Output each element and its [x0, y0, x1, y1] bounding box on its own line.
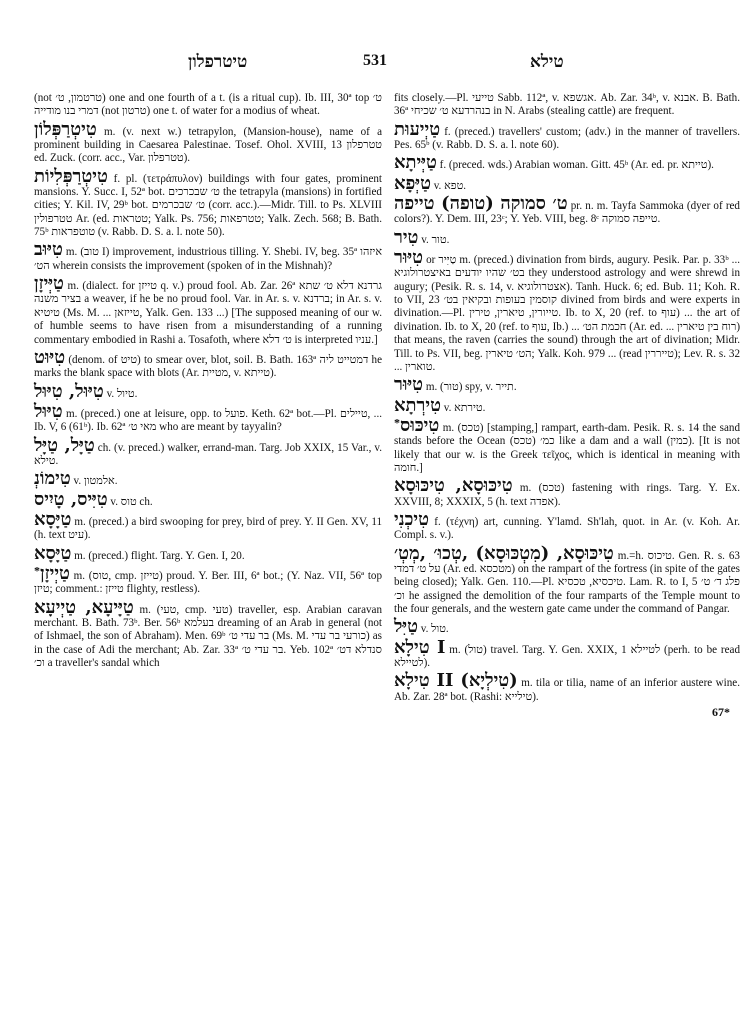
- dictionary-entry: [394, 510, 740, 543]
- dictionary-entry: [34, 436, 382, 469]
- entry-definition: f. (preced.) travellers' custom; (adv.) in the manner of travellers. Pes. 65ᵇ (v. Rabb. D. S. a. l. note 60).: [394, 125, 740, 152]
- entry-headword: טִיכּוּסָא, (מִטְכּוּסָא) ,טְכוּ׳ ,מְטְ׳: [394, 542, 614, 564]
- entry-star-mark: *: [34, 563, 40, 578]
- entry-definition: m. (טור) spy, v. תייר.: [425, 381, 517, 394]
- entry-definition: (denom. of טיט) to smear over, blot, soil. B. Bath. 163ª דמטייט ליה he marks the blank space with blots (Ar. מטיית, v. טייתא).: [34, 353, 383, 380]
- entry-definition: v. טור.: [421, 233, 450, 246]
- right-column: [394, 92, 740, 1008]
- dictionary-entry: [34, 402, 382, 435]
- entry-definition: v. טוס ch.: [110, 495, 153, 508]
- entry-headword: טִימוֹנְ: [34, 468, 71, 490]
- dictionary-entry: [394, 544, 740, 617]
- entry-definition: m. (טעי, cmp. טעי) traveller, esp. Arabian caravan merchant. B. Bath. 73ᵇ. Ber. 56ᵇ בעלמא dreaming of an Arab in general (not of Ishmael, the son of Abraham). Men. 69ᵇ בר עדי ט׳ (Ms. M. כורעי בר עדי) as in the case of Adi the merchant; Ab. Zar. 33ª בר עדי ט׳. Yeb. 102ª סנדלא דט׳ וכ׳ a traveller's sandal which: [34, 603, 383, 670]
- dictionary-entry: [394, 638, 740, 671]
- entry-definition: m. (טוס, cmp. טייזן) proud. Y. Ber. III, 6ª bot.; (Y. Naz. VII, 56ª top טיזן; comment.: טייזן flighty, restless).: [34, 569, 382, 596]
- dictionary-entry: [34, 92, 382, 119]
- entry-headword: טִירְתָא: [394, 394, 441, 416]
- entry-headword: טִיּוּב: [34, 239, 63, 261]
- dictionary-entry: [34, 598, 382, 671]
- entry-definition: fits closely.—Pl. טייעי Sabb. 112ª, v. אגשפא. Ab. Zar. 34ᵇ, v. אבנא. B. Bath. 36ª בנהרדעא ט׳ שכיחי in N. Arabs (stealing cattle) are frequent.: [394, 92, 740, 118]
- dictionary-entry: [394, 476, 740, 509]
- entry-definition: or טַיִּיר m. (preced.) divination from birds, augury. Pesik. Par. p. 33ᵇ ... בט׳ שהיו יודעים באיצטרולוגיא they understood astrology and were shrewd in augury; (Pesik. R. s. 14, v. אצטרולוגיא). Tanh. Huck. 6; ed. Bub. 11; Koh. R. to VII, 23 קוסמין בעופות ובקיאין בט׳ divined from birds and were experts in divination.—Pl. טייורין, טיארין, טירין. Ib. to X, 20 (ref. to עוף) ... the art of divination. Ib. to X, 20 (ref. to עוף, Ib.) ... חכמת הט׳ (Ar. ed. ... רוח בין טיארין) that means, the raven (carries the sound) through the art of divination; Midr. Till. to Ps. VII, beg. הט׳ טיארין; Yalk. Koh. 979 ... (read טייררין); Lev. R. s. 32 ... טוארין.: [394, 254, 741, 373]
- entry-headword: טַיְּיזָן: [34, 273, 64, 295]
- page-header: [0, 0, 750, 80]
- entry-headword: טַיְּיתָא: [394, 152, 437, 174]
- entry-headword: טִיּוּט: [34, 346, 66, 368]
- entry-definition: v. טול.: [420, 623, 449, 636]
- dictionary-entry: [394, 228, 740, 247]
- running-head-left: טיטרפלון: [188, 52, 248, 71]
- entry-definition: m. (preced.) one at leisure, opp. to פועל. Keth. 62ª bot.—Pl. טיילים, ... Ib. V, 6 (61ᵇ). Ib. 62ª מאי ט׳ who are meant by tayyalin?: [34, 407, 383, 434]
- entry-headword: טִילָא II (טִילְיָא): [394, 670, 518, 692]
- entry-definition: ch. (v. preced.) walker, errand-man. Targ. Job XXIX, 15 Var., v. טילא.: [34, 441, 382, 467]
- entry-headword: טִיּוּר: [394, 247, 424, 269]
- dictionary-entry: [34, 490, 382, 509]
- entry-headword: טַיְּפָא: [394, 172, 431, 194]
- entry-headword: טִיִּיס, טָיִיס: [34, 488, 108, 510]
- entry-headword: טִיּוּר: [394, 374, 424, 396]
- dictionary-entry: [34, 348, 382, 381]
- dictionary-entry: [394, 174, 740, 193]
- entry-definition: v. טיול.: [106, 387, 138, 400]
- dictionary-entry: [34, 167, 382, 240]
- entry-definition: m. (טכס) [stamping,] rampart, earth-dam. Pesik. R. s. 14 the sand stands before the Ocean כמ׳ (טכס) like a dam and a wall (כמין). [It is not likely that our w. is the Greek τεῖχος, which is identical in meaning with חומה.]: [394, 421, 741, 474]
- entry-headword: טִיכְנִי: [394, 508, 429, 530]
- dictionary-entry: [34, 274, 382, 347]
- printer-signature: 67*: [712, 705, 730, 720]
- page-number: 531: [363, 52, 387, 69]
- dictionary-entry: [394, 671, 740, 704]
- entry-headword: טִיּוּל, טִיּוּל: [34, 380, 104, 402]
- dictionary-entry: [394, 248, 740, 374]
- entry-headword: טַיִּל: [394, 616, 419, 638]
- entry-definition: m. (טוב I) improvement, industrious tilling. Y. Shebi. IV, beg. 35ª איזהו הט׳ wherein consists the improvement (spoken of in the Mishnah)?: [34, 246, 382, 272]
- dictionary-entry: [34, 469, 382, 488]
- entry-definition: f. (τέχνη) art, cunning. Y'lamd. Sh'lah, quot. in Ar. (v. Koh. Ar. Compl. s. v.).: [394, 515, 740, 542]
- entry-headword: טִיכּוּסָא, טִיכּוּסָא: [394, 475, 513, 497]
- entry-definition: m. (dialect. for טייזן q. v.) proud fool. Ab. Zar. 26ª גרדנא דלא ט׳ שתא בציר משנה a weaver, if he be no proud fool. Var. in Ar. s. v. ברדנא; in Ar. s. v. טיטיא (Ms. M. ... טייזאן, Yalk. Gen. 133 ...) [The supposed meaning of our w. of humble seems to have risen from a misunderstanding of a running commentary embodied in Rashi a. Tosafoth, where ט׳ דלא is interpreted עניו.]: [34, 280, 382, 346]
- dictionary-entry: [394, 416, 740, 475]
- entry-definition: m. (טכס) fastening with rings. Targ. Y. Ex. XXVIII, 8; XXXIX, 5 (h. text אפדה).: [394, 482, 740, 508]
- dictionary-entry: [394, 92, 740, 119]
- dictionary-entry: [34, 240, 382, 273]
- entry-headword: טִיכּוּס: [400, 414, 440, 436]
- entry-headword: טִיטְרַפְּלִיוֹת: [34, 165, 108, 187]
- entry-definition: m.=h. טיכוס. Gen. R. s. 63 על ט׳ דמדי (Ar. ed. מטכסא) on the rampart of the fortress (in spite of the gates being closed); Yalk. Gen. 110.—Pl. טיכסיא, טכסיא. Lam. R. to I, 5 פלג ד׳ ט׳ וכ׳ he assigned the demolition of the four ramparts of the Temple mount to the four generals, and the western gate came under the command of Pangar.: [394, 549, 740, 615]
- dictionary-entry: [394, 153, 740, 172]
- entry-headword: טַיָּיעָא, טַיְיעָא: [34, 596, 134, 618]
- entry-definition: m. (preced.) flight. Targ. Y. Gen. I, 20.: [74, 549, 245, 562]
- entry-definition: pr. n. m. Tayfa Sammoka (dyer of red colors?). Y. Dem. III, 23ᶜ; Y. Yeb. VIII, beg. 8ᶜ טייפה סמוקה.: [394, 200, 740, 226]
- entry-headword: טַיְיזָן: [40, 562, 70, 584]
- entry-star-mark: *: [394, 415, 400, 430]
- left-column: [34, 92, 382, 1008]
- entry-headword: טִיר: [394, 226, 419, 248]
- entry-definition: v. אלמטון.: [73, 475, 118, 488]
- entry-definition: f. (preced. wds.) Arabian woman. Gitt. 45ᵇ (Ar. ed. pr. טייתא).: [439, 159, 714, 172]
- dictionary-entry: [34, 510, 382, 543]
- entry-definition: f. pl. (τετράπυλον) buildings with four gates, prominent mansions. Y. Succ. I, 52ª bot. ט׳ שבכרכים the tetrapyla (mansions) in fortified cities; Y. Kil. IV, 29ᵇ bot. ט׳ שבכרמים (corr. acc.).—Midr. Till. to Ps. XLVIII טטרפולין Ar. (ed. טטראות; Yalk. Ps. 756; טטרפאות; Yalk. Zech. 568; B. Bath. 75ᵇ טוטפראות (v. Rabb. D. S. a. l. note 50).: [34, 172, 382, 239]
- entry-headword: טִיטְרַפְּלוֹן: [34, 118, 97, 140]
- entry-headword: ט׳ סמוקה (טופה) טייפה: [394, 193, 568, 215]
- entry-headword: טַיָּסָא: [34, 542, 72, 564]
- entry-headword: טַיָּל, טַיָּל: [34, 434, 95, 456]
- entry-definition: (not טרטמון, ט׳) one and one fourth of a t. (is a ritual cup). Ib. III, 30ª top ט׳ דמרי בנו מודייה (not טרטון) one t. of water for a modius of wheat.: [34, 92, 382, 118]
- entry-definition: m. (טול) travel. Targ. Y. Gen. XXIX, 1 לטיילא (perh. to be read לטיילא).: [394, 643, 741, 670]
- entry-definition: m. (v. next w.) tetrapylon, (Mansion-house), name of a prominent building in Caesarea Palestinae. Tosef. Ohol. XVIII, 13 טטרפלון ed. Zuck. (corr. acc., Var. טטרפלון).: [34, 125, 382, 165]
- entry-definition: m. (preced.) a bird swooping for prey, bird of prey. Y. II Gen. XV, 11 (h. text עיט).: [34, 515, 382, 542]
- dictionary-entry: [394, 375, 740, 394]
- dictionary-entry: [394, 617, 740, 636]
- entry-definition: v. טירתא.: [443, 401, 486, 414]
- entry-headword: טִיּוּל: [34, 400, 63, 422]
- dictionary-entry: [34, 382, 382, 401]
- dictionary-entry: [394, 396, 740, 415]
- entry-definition: v. טפא.: [433, 179, 467, 192]
- entry-definition: m. tila or tilia, name of an inferior austere wine. Ab. Zar. 28ª bot. (Rashi: טילייא).: [394, 677, 741, 703]
- dictionary-entry: [34, 544, 382, 563]
- running-head-right: טילא: [530, 52, 564, 71]
- dictionary-entry: [394, 120, 740, 153]
- entry-headword: טַיָּסָא: [34, 508, 72, 530]
- dictionary-entry: [394, 194, 740, 227]
- entry-headword: טַיְיעוּת: [394, 118, 441, 140]
- entry-headword: טִילָא I: [394, 636, 446, 658]
- dictionary-entry: [34, 120, 382, 166]
- dictionary-entry: [34, 564, 382, 597]
